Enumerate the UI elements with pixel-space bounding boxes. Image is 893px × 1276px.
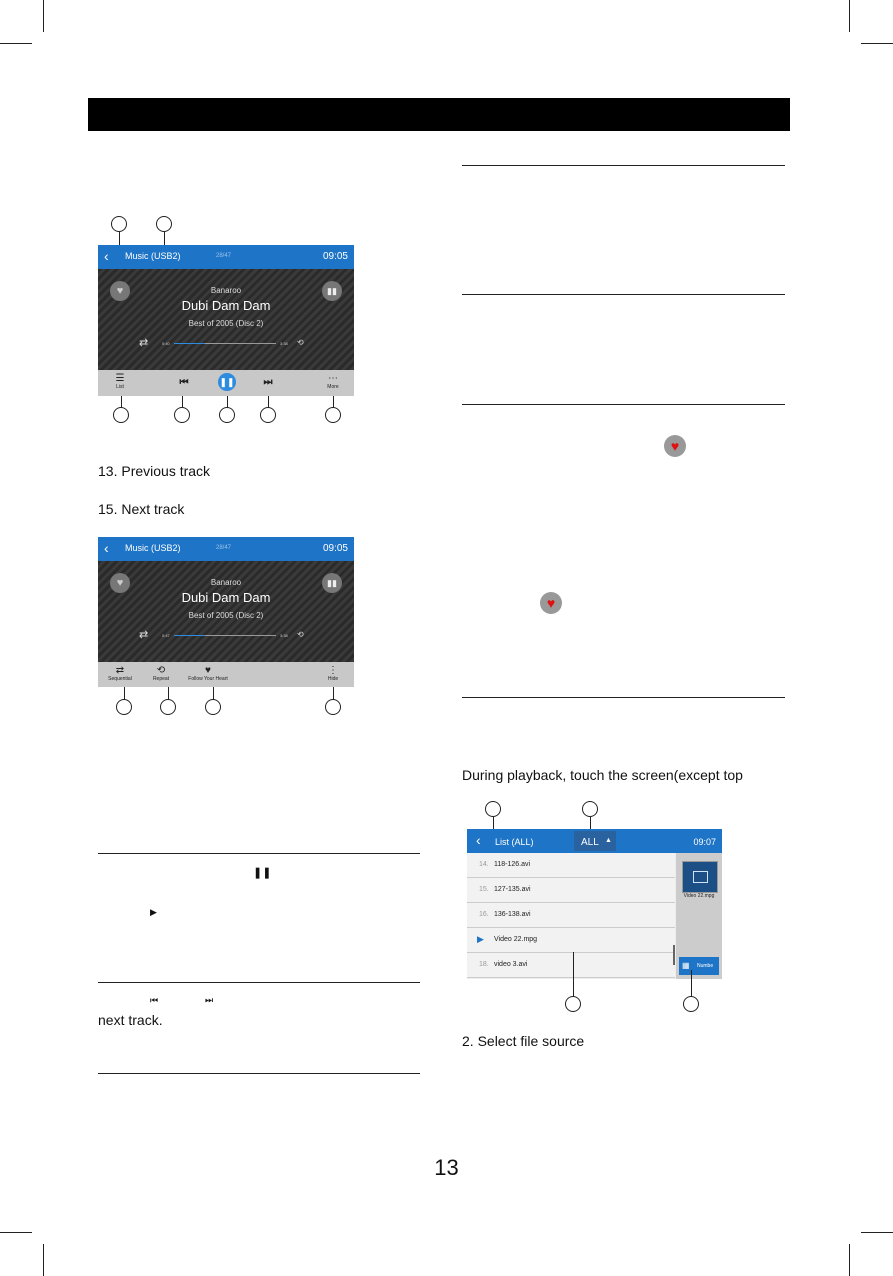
clock: 09:07: [693, 837, 716, 847]
divider: [98, 853, 420, 854]
next-icon: ⏭: [205, 995, 214, 1005]
callout-marker: [325, 699, 341, 715]
callout-marker: [156, 216, 172, 232]
album-name: Best of 2005 (Disc 2): [188, 611, 264, 620]
repeat-icon[interactable]: ⟲: [297, 338, 304, 347]
track-count: 28/47: [216, 545, 232, 551]
clock: 09:05: [322, 251, 348, 262]
item-number: 18.: [479, 961, 489, 968]
heart-icon[interactable]: ♥: [110, 573, 130, 593]
progress-bar[interactable]: [174, 635, 276, 636]
artist-name: Banaroo: [210, 578, 242, 587]
list-item[interactable]: [467, 878, 675, 903]
crop-mark: [43, 1244, 44, 1276]
more-icon: ⋯: [328, 373, 338, 384]
follow-your-heart-button[interactable]: [180, 662, 236, 682]
callout-marker: [485, 801, 501, 817]
crop-mark: [849, 1244, 850, 1276]
callout-marker: [111, 216, 127, 232]
caption-next-track: 15. Next track: [98, 501, 185, 517]
equalizer-icon[interactable]: ▮▮: [322, 281, 342, 301]
heart-icon: ♥: [205, 665, 211, 676]
crop-mark: [861, 1232, 893, 1233]
callout-marker: [582, 801, 598, 817]
list-side-panel: [676, 853, 722, 979]
number-button[interactable]: [679, 957, 719, 975]
callout-marker: [116, 699, 132, 715]
caption-playback-touch: During playback, touch the screen(except top: [462, 767, 743, 783]
play-icon: ▶: [150, 907, 157, 917]
song-title: Dubi Dam Dam: [181, 590, 271, 605]
control-bar: [98, 370, 354, 396]
crop-mark: [0, 1232, 32, 1233]
callout-marker: [565, 996, 581, 1012]
chevron-left-icon[interactable]: ‹: [104, 248, 109, 264]
divider: [98, 982, 420, 983]
caption-next-track-tail: next track.: [98, 1012, 163, 1028]
hide-label: Hide: [327, 676, 339, 682]
duration: 3:38: [280, 341, 288, 346]
artist-name: Banaroo: [210, 286, 242, 295]
list-top-bar: [467, 829, 722, 853]
item-name: 118-126.avi: [494, 861, 531, 868]
crop-mark: [849, 0, 850, 32]
grid-icon: ▦: [682, 961, 690, 970]
number-button-label: Numbe: [697, 963, 714, 969]
sequential-icon[interactable]: ⇄: [139, 337, 149, 349]
repeat-button[interactable]: [146, 662, 176, 682]
music-player-screen: [98, 245, 354, 396]
list-item[interactable]: [467, 953, 675, 978]
more-label: More: [327, 384, 339, 390]
clock: 09:05: [322, 543, 348, 554]
play-indicator-icon: ▶: [477, 934, 484, 944]
player-title: Music (USB2): [125, 251, 181, 261]
repeat-label: Repeat: [152, 676, 170, 682]
callout-marker: [219, 407, 235, 423]
equalizer-icon[interactable]: ▮▮: [322, 573, 342, 593]
progress-fill: [174, 635, 205, 636]
page-number: 13: [434, 1155, 459, 1180]
callout-marker: [160, 699, 176, 715]
caret-up-icon: ▲: [605, 837, 612, 844]
crop-mark: [861, 43, 893, 44]
video-icon: [693, 871, 708, 883]
callout-marker: [325, 407, 341, 423]
music-player-screen-more: [98, 537, 354, 687]
song-title: Dubi Dam Dam: [181, 298, 271, 313]
hide-button[interactable]: [322, 662, 344, 682]
elapsed-time: 0:47: [162, 633, 170, 638]
progress-bar[interactable]: [174, 343, 276, 344]
file-list-screen: [467, 829, 722, 979]
heart-icon: ♥: [664, 435, 686, 457]
video-thumbnail[interactable]: [682, 861, 718, 893]
callout-marker: [260, 407, 276, 423]
duration: 3:38: [280, 633, 288, 638]
item-number: 16.: [479, 911, 489, 918]
thumbnail-label: Video 22.mpg: [683, 893, 715, 899]
callout-marker: [174, 407, 190, 423]
chevron-left-icon[interactable]: ‹: [476, 832, 481, 848]
item-name: video 3.avi: [494, 961, 528, 968]
sequential-icon: ⇄: [115, 665, 125, 676]
list-item[interactable]: [467, 928, 675, 953]
previous-icon: ⏮: [150, 995, 159, 1005]
player-top-bar: [98, 245, 354, 269]
section-header-bar: [88, 98, 790, 131]
list-icon: ☰: [115, 373, 125, 384]
sequential-label: Sequential: [108, 676, 132, 682]
caption-select-source: 2. Select file source: [462, 1033, 585, 1049]
divider: [462, 697, 785, 698]
more-button[interactable]: [322, 370, 344, 390]
player-top-bar: [98, 537, 354, 561]
track-count: 28/47: [216, 253, 232, 259]
crop-mark: [0, 43, 32, 44]
callout-marker: [205, 699, 221, 715]
previous-button[interactable]: [174, 370, 194, 388]
divider: [98, 1073, 420, 1074]
source-selector[interactable]: [574, 831, 616, 851]
list-button[interactable]: [110, 370, 130, 390]
divider: [462, 404, 785, 405]
repeat-icon[interactable]: ⟲: [297, 630, 304, 639]
more-control-bar: [98, 662, 354, 687]
album-name: Best of 2005 (Disc 2): [188, 319, 264, 328]
item-name: Video 22.mpg: [494, 936, 538, 943]
list-item[interactable]: [467, 903, 675, 928]
next-icon: ⏭: [263, 377, 273, 388]
item-name: 127-135.avi: [494, 886, 531, 893]
player-stage: [98, 561, 354, 662]
item-number: 14.: [479, 861, 489, 868]
player-stage: [98, 269, 354, 370]
heart-icon: ♥: [540, 592, 562, 614]
follow-your-heart-label: Follow Your Heart: [188, 676, 228, 682]
item-name: 136-138.avi: [494, 911, 531, 918]
callout-leader: [691, 970, 692, 997]
heart-icon[interactable]: ♥: [110, 281, 130, 301]
item-number: 15.: [479, 886, 489, 893]
list-label: List: [116, 384, 124, 390]
sequential-icon[interactable]: ⇄: [139, 629, 149, 641]
progress-fill: [174, 343, 205, 344]
callout-leader: [573, 952, 574, 997]
hide-icon: ⋮: [328, 665, 338, 676]
callout-marker: [683, 996, 699, 1012]
previous-icon: ⏮: [179, 377, 189, 388]
callout-leader: [119, 232, 120, 246]
scrollbar[interactable]: [673, 945, 675, 965]
pause-button[interactable]: [218, 373, 236, 391]
list-item[interactable]: [467, 853, 675, 878]
crop-mark: [43, 0, 44, 32]
elapsed-time: 0:40: [162, 341, 170, 346]
player-title: Music (USB2): [125, 543, 181, 553]
chevron-left-icon[interactable]: ‹: [104, 540, 109, 556]
pause-icon: ❚❚: [253, 867, 272, 879]
repeat-icon: ⟲: [156, 665, 166, 676]
source-label: ALL: [581, 837, 599, 848]
list-title: List (ALL): [495, 837, 534, 847]
pause-icon: ❚❚: [219, 377, 235, 387]
callout-marker: [113, 407, 129, 423]
divider: [462, 294, 785, 295]
divider: [462, 165, 785, 166]
sequential-button[interactable]: [102, 662, 138, 682]
next-button[interactable]: [258, 370, 278, 388]
caption-previous-track: 13. Previous track: [98, 463, 211, 479]
